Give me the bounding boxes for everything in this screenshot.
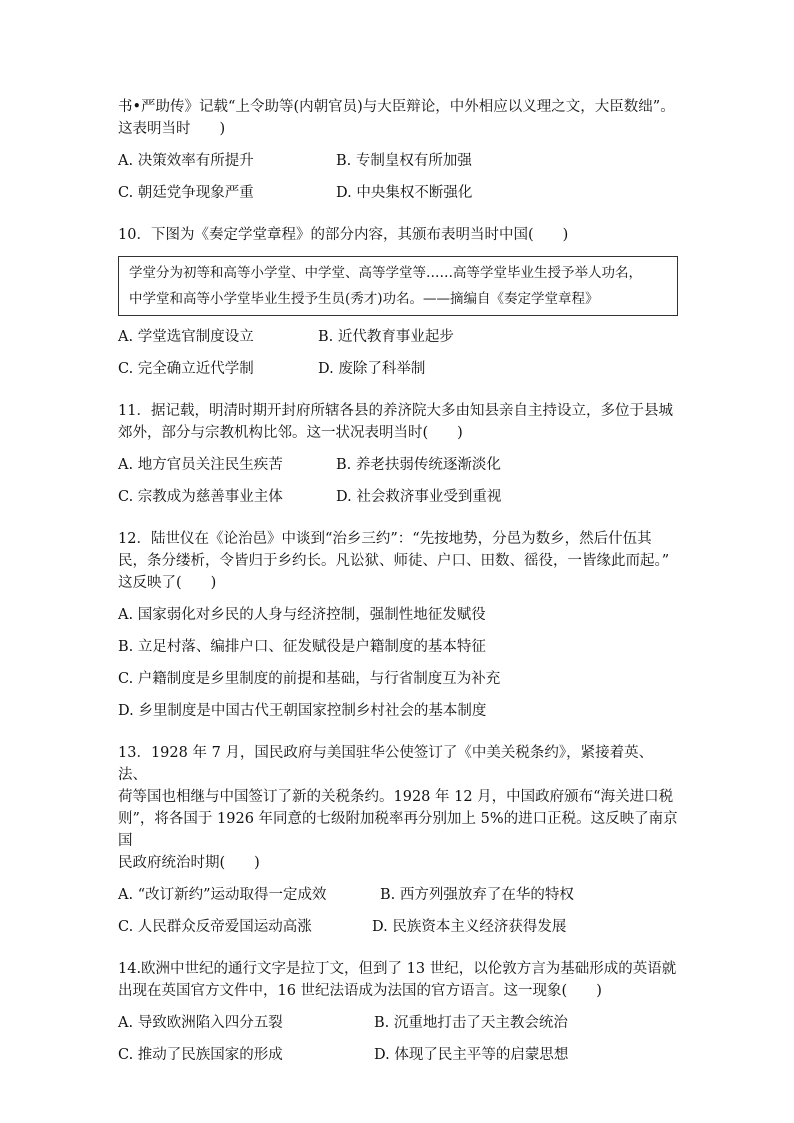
question-12-stem-line-2: 民，条分缕析，令皆归于乡约长。凡讼狱、师徒、户口、田数、徭役，一皆缘此而起。”	[118, 553, 670, 569]
question-10	[118, 224, 678, 380]
question-13-option-d[interactable]: D. 民族资本主义经济获得发展	[372, 919, 567, 935]
quoted-material-line-1: 学堂分为初等和高等小学堂、中学堂、高等学堂等……高等学堂毕业生授予举人功名，	[129, 265, 642, 281]
question-9	[118, 96, 678, 204]
question-11-option-d[interactable]: D. 社会救济事业受到重视	[336, 489, 502, 505]
question-11-stem-line-1: 11．据记载，明清时期开封府所辖各县的养济院大多由知县亲自主持设立，多位于县城	[118, 403, 673, 419]
question-13-stem-line-1: 13．1928 年 7 月，国民政府与美国驻华公使签订了《中美关税条约》，紧接着英、法、	[118, 745, 654, 783]
question-10-option-d[interactable]: D. 废除了科举制	[318, 361, 426, 377]
question-11	[118, 400, 678, 508]
quoted-material-box	[118, 256, 678, 316]
question-12-option-c[interactable]: C. 户籍制度是乡里制度的前提和基础，与行省制度互为补充	[118, 671, 501, 687]
question-10-options-row-1	[118, 326, 678, 348]
question-11-options-row-2	[118, 486, 678, 508]
question-13-option-c[interactable]: C. 人民群众反帝爱国运动高涨	[118, 919, 312, 935]
question-9-option-c[interactable]: C. 朝廷党争现象严重	[118, 185, 254, 201]
question-9-options-row-2	[118, 182, 678, 204]
question-9-option-d[interactable]: D. 中央集权不断强化	[336, 185, 473, 201]
question-14-options-row-2	[118, 1044, 678, 1066]
question-11-options-row-1	[118, 454, 678, 476]
question-14-stem-line-2: 出现在英国官方文件中，16 世纪法语成为法国的官方语言。这一现象( )	[118, 983, 602, 999]
question-14-stem-line-1: 14.欧洲中世纪的通行文字是拉丁文，但到了 13 世纪，以伦敦方言为基础形成的英语就	[118, 961, 677, 977]
question-12-option-d[interactable]: D. 乡里制度是中国古代王朝国家控制乡村社会的基本制度	[118, 703, 487, 719]
question-10-stem: 10．下图为《奏定学堂章程》的部分内容，其颁布表明当时中国( )	[118, 227, 569, 243]
question-list	[118, 96, 678, 1072]
question-13-stem-line-4: 民政府统治时期( )	[118, 855, 260, 871]
question-12-option-a[interactable]: A. 国家弱化对乡民的人身与经济控制，强制性地征发赋役	[118, 607, 486, 623]
question-12-stem-line-3: 这反映了( )	[118, 575, 217, 591]
question-13-stem-line-3: 则”，将各国于 1926 年同意的七级附加税率再分别加上 5%的进口正税。这反映了南京国	[118, 811, 678, 849]
question-13-option-b[interactable]: B. 西方列强放弃了在华的特权	[380, 887, 574, 903]
question-13	[118, 742, 678, 938]
question-9-stem-line-1: 书•严助传》记载“上令助等(内朝官员)与大臣辩论，中外相应以义理之文，大臣数绌”。	[118, 99, 675, 115]
question-9-options-row-1	[118, 150, 678, 172]
question-12	[118, 528, 678, 722]
question-14-option-b[interactable]: B. 沉重地打击了天主教会统治	[374, 1015, 568, 1031]
question-12-option-b[interactable]: B. 立足村落、编排户口、征发赋役是户籍制度的基本特征	[118, 639, 486, 655]
question-14-option-c[interactable]: C. 推动了民族国家的形成	[118, 1047, 283, 1063]
question-14-options-row-1	[118, 1012, 678, 1034]
question-11-option-c[interactable]: C. 宗教成为慈善事业主体	[118, 489, 283, 505]
question-9-stem-line-2: 这表明当时 )	[118, 121, 226, 137]
question-13-options-row-1	[118, 884, 678, 906]
question-14-option-d[interactable]: D. 体现了民主平等的启蒙思想	[374, 1047, 569, 1063]
quoted-material-line-2: 中学堂和高等小学堂毕业生授予生员(秀才)功名。——摘编自《奏定学堂章程》	[129, 291, 599, 307]
question-13-option-a[interactable]: A. “改订新约”运动取得一定成效	[118, 887, 327, 903]
question-12-options	[118, 604, 678, 722]
question-9-option-b[interactable]: B. 专制皇权有所加强	[336, 153, 472, 169]
question-11-stem-line-2: 郊外，部分与宗教机构比邻。这一状况表明当时( )	[118, 425, 463, 441]
question-10-option-a[interactable]: A. 学堂选官制度设立	[118, 329, 254, 345]
question-14-option-a[interactable]: A. 导致欧洲陷入四分五裂	[118, 1015, 283, 1031]
question-10-option-c[interactable]: C. 完全确立近代学制	[118, 361, 254, 377]
question-10-options-row-2	[118, 358, 678, 380]
question-13-options-row-2	[118, 916, 678, 938]
question-11-option-a[interactable]: A. 地方官员关注民生疾苦	[118, 457, 283, 473]
question-13-stem-line-2: 荷等国也相继与中国签订了新的关税条约。1928 年 12 月，中国政府颁布“海关进口税	[118, 789, 674, 805]
question-11-option-b[interactable]: B. 养老扶弱传统逐渐淡化	[336, 457, 501, 473]
question-10-option-b[interactable]: B. 近代教育事业起步	[318, 329, 454, 345]
question-12-stem-line-1: 12．陆世仪在《论治邑》中谈到“治乡三约”：“先按地势，分邑为数乡，然后什伍其	[118, 531, 652, 547]
question-9-option-a[interactable]: A. 决策效率有所提升	[118, 153, 254, 169]
question-14	[118, 958, 678, 1066]
